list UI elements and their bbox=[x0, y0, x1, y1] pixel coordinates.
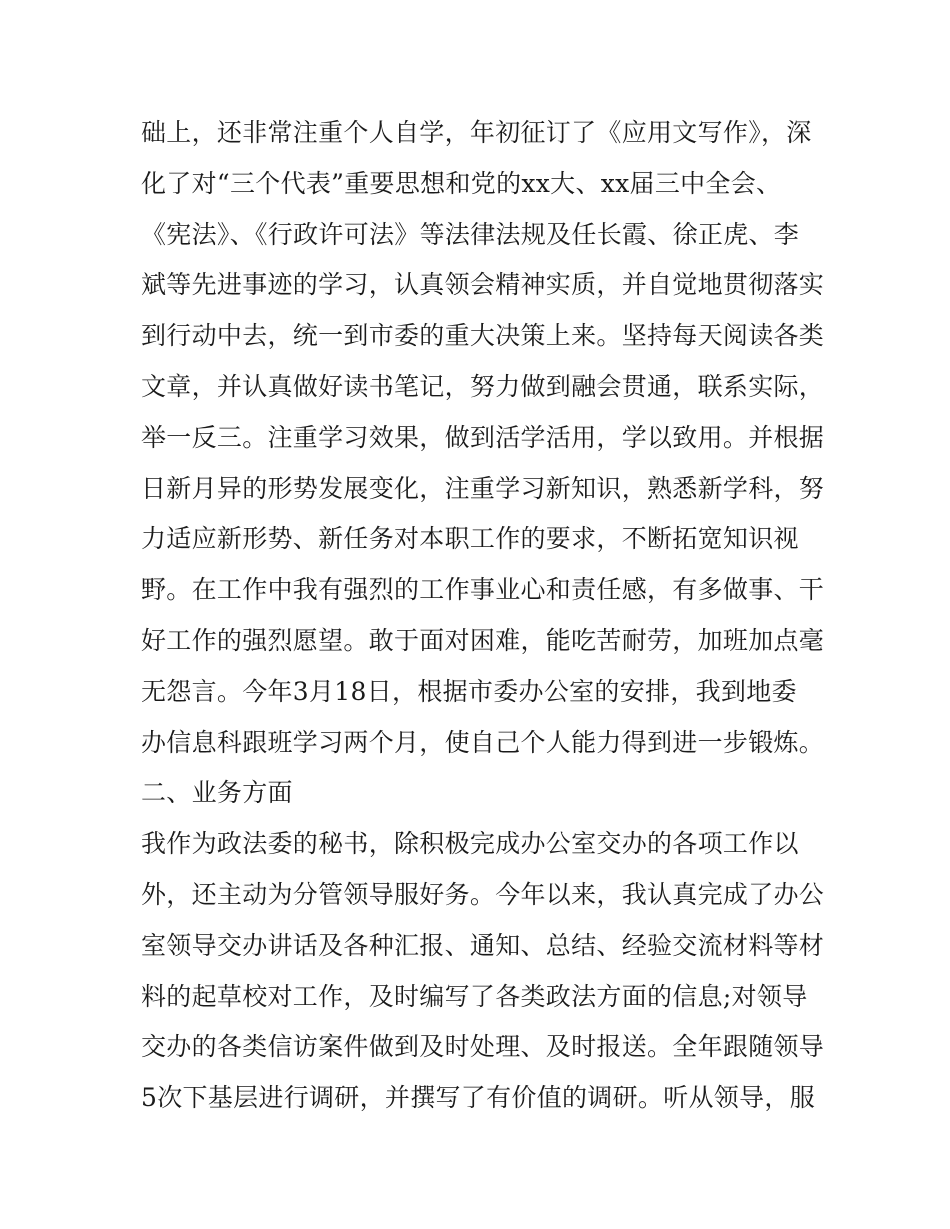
text-line: 办信息科跟班学习两个月，使自己个人能力得到进一步锻炼。 bbox=[141, 727, 825, 757]
text-line: 举一反三。注重学习效果，做到活学活用，学以致用。并根据 bbox=[141, 422, 825, 452]
body-text bbox=[141, 108, 825, 1124]
text-line: 5次下基层进行调研，并撰写了有价值的调研。听从领导，服 bbox=[141, 1083, 816, 1113]
text-line: 无怨言。今年3月18日，根据市委办公室的安排，我到地委 bbox=[141, 676, 797, 706]
text-line: 料的起草校对工作，及时编写了各类政法方面的信息;对领导 bbox=[141, 981, 808, 1011]
section-heading: 二、业务方面 bbox=[141, 778, 293, 808]
text-line: 室领导交办讲话及各种汇报、通知、总结、经验交流材料等材 bbox=[141, 930, 825, 960]
text-line: 外，还主动为分管领导服好务。今年以来，我认真完成了办公 bbox=[141, 879, 825, 909]
text-line: 斌等先进事迹的学习，认真领会精神实质，并自觉地贯彻落实 bbox=[141, 270, 825, 300]
text-line: 文章，并认真做好读书笔记，努力做到融会贯通，联系实际， bbox=[141, 371, 825, 401]
text-line: 日新月异的形势发展变化，注重学习新知识，熟悉新学科，努 bbox=[141, 473, 825, 503]
text-line: 化了对“三个代表”重要思想和党的xx大、xx届三中全会、 bbox=[141, 168, 782, 198]
text-line: 础上，还非常注重个人自学，年初征订了《应用文写作》，深 bbox=[141, 118, 812, 147]
text-line: 力适应新形势、新任务对本职工作的要求，不断拓宽知识视 bbox=[141, 524, 799, 554]
text-line: 野。在工作中我有强烈的工作事业心和责任感，有多做事、干 bbox=[141, 575, 825, 605]
text-line: 好工作的强烈愿望。敢于面对困难，能吃苦耐劳，加班加点毫 bbox=[141, 625, 825, 655]
text-line: 交办的各类信访案件做到及时处理、及时报送。全年跟随领导 bbox=[141, 1032, 825, 1062]
text-line: 《宪法》、《行政许可法》等法律法规及任长霞、徐正虎、李 bbox=[141, 219, 800, 249]
text-line: 我作为政法委的秘书，除积极完成办公室交办的各项工作以 bbox=[141, 829, 799, 859]
text-line: 到行动中去，统一到市委的重大决策上来。坚持每天阅读各类 bbox=[141, 321, 825, 351]
